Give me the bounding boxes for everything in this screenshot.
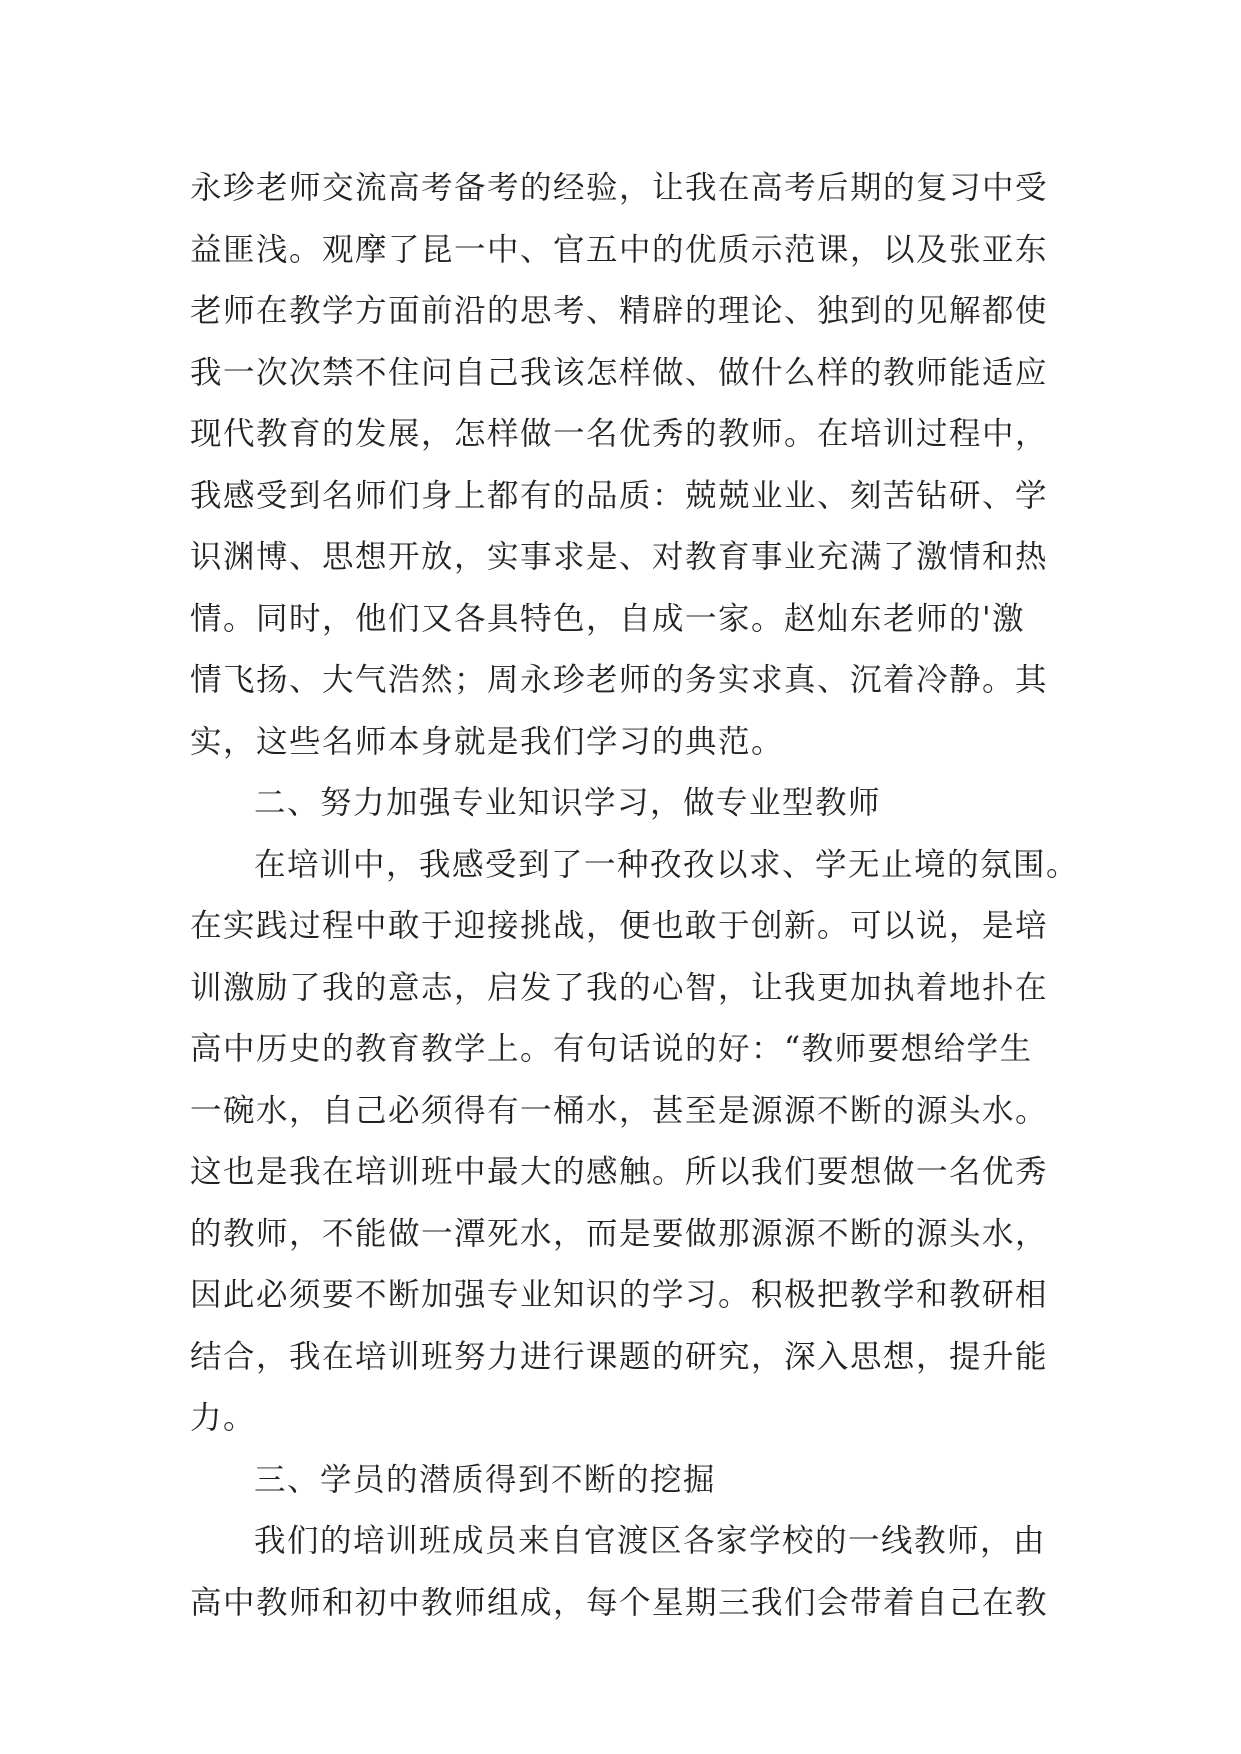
body-text [190,158,1080,1634]
text-line: 力。 [190,1400,257,1436]
text-line: 训激励了我的意志，启发了我的心智，让我更加执着地扑在 [190,969,1049,1006]
text-line: 识渊博、思想开放，实事求是、对教育事业充满了激情和热 [190,539,1049,575]
section-heading: 三、学员的潜质得到不断的挖掘 [254,1461,717,1498]
text-line: 益匪浅。观摩了昆一中、官五中的优质示范课，以及张亚东 [190,231,1049,268]
text-line: 高中历史的教育教学上。有句话说的好：“教师要想给学生 [190,1031,1033,1067]
text-line: 我一次次禁不住问自己我该怎样做、做什么样的教师能适应 [190,354,1049,391]
text-line: 的教师，不能做一潭死水，而是要做那源源不断的源头水， [190,1215,1049,1252]
text-line: 因此必须要不断加强专业知识的学习。积极把教学和教研相 [190,1277,1049,1313]
section-heading: 二、努力加强专业知识学习，做专业型教师 [254,785,882,821]
text-line: 永珍老师交流高考备考的经验，让我在高考后期的复习中受 [190,170,1049,206]
text-line: 一碗水，自己必须得有一桶水，甚至是源源不断的源头水。 [190,1092,1049,1129]
text-line: 高中教师和初中教师组成，每个星期三我们会带着自己在教 [190,1584,1049,1621]
text-line: 情飞扬、大气浩然；周永珍老师的务实求真、沉着冷静。其 [190,662,1049,698]
text-line: 情。同时，他们又各具特色，自成一家。赵灿东老师的'激 [190,600,1026,637]
text-line: 我感受到名师们身上都有的品质：兢兢业业、刻苦钻研、学 [190,477,1049,514]
text-line: 结合，我在培训班努力进行课题的研究，深入思想，提升能 [190,1338,1049,1375]
text-line: 我们的培训班成员来自官渡区各家学校的一线教师，由 [254,1523,1047,1559]
text-line: 这也是我在培训班中最大的感触。所以我们要想做一名优秀 [190,1154,1049,1190]
text-line: 在实践过程中敢于迎接挑战，便也敢于创新。可以说，是培 [190,908,1049,944]
text-line: 老师在教学方面前沿的思考、精辟的理论、独到的见解都使 [190,293,1049,329]
text-line: 在培训中，我感受到了一种孜孜以求、学无止境的氛围。 [254,846,1080,883]
text-line: 实，这些名师本身就是我们学习的典范。 [190,723,785,760]
text-line: 现代教育的发展，怎样做一名优秀的教师。在培训过程中， [190,416,1049,452]
